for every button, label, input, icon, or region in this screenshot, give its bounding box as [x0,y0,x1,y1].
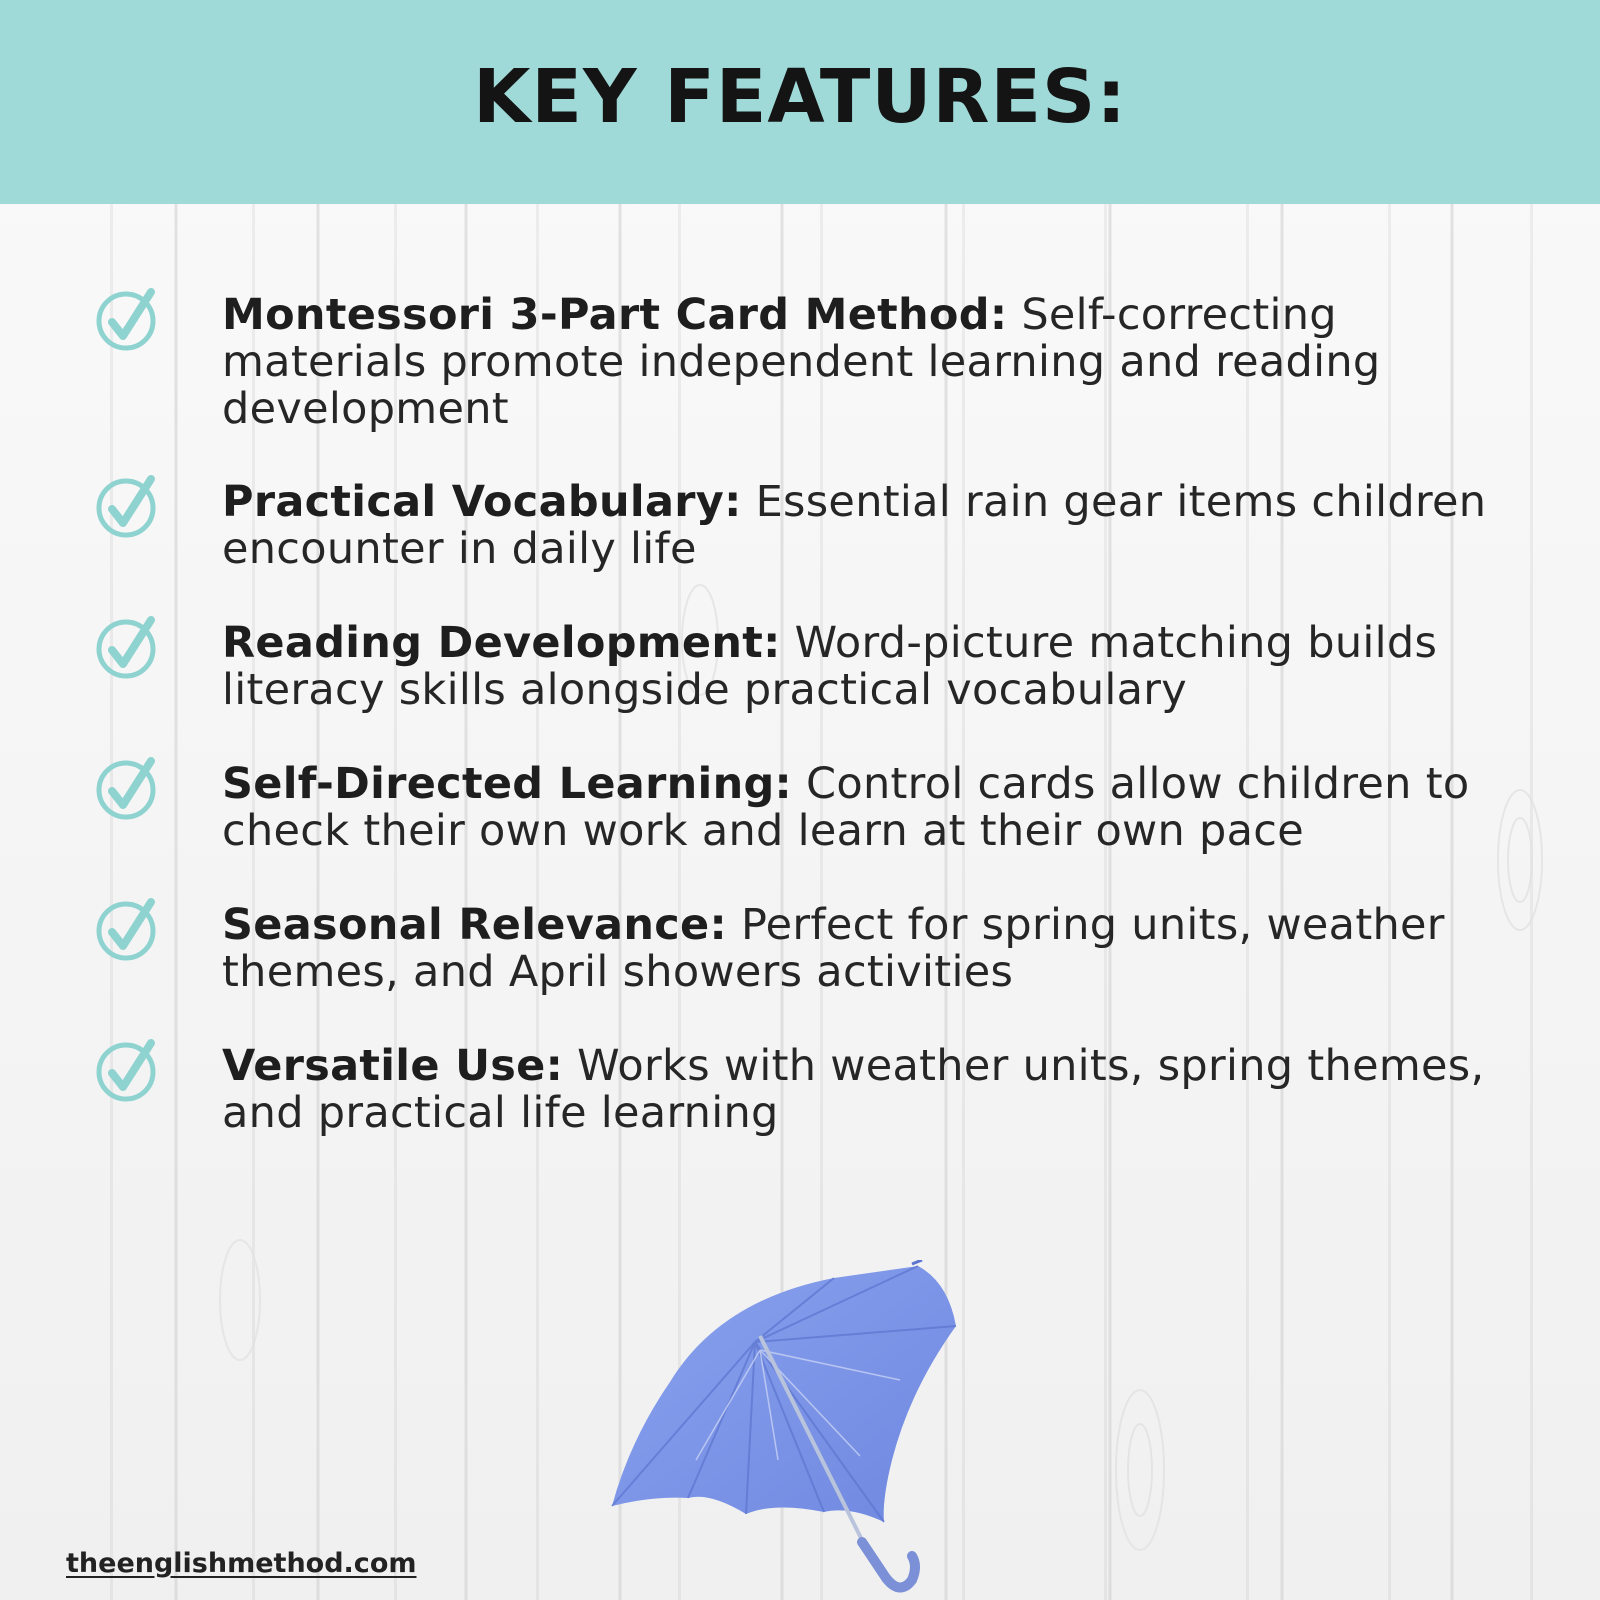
feature-item [95,902,1535,996]
feature-title: Practical Vocabulary: [222,477,742,527]
checkmark-circle-icon [95,473,161,539]
feature-text [222,620,1502,714]
feature-item [95,479,1535,573]
feature-text [222,761,1502,855]
feature-description: Word-picture matching builds literacy skills alongside practical vocabulary [222,618,1438,715]
feature-item [95,292,1535,433]
checkmark-circle-icon [95,1037,161,1103]
umbrella-icon [600,1260,1000,1600]
feature-text [222,292,1502,433]
feature-item [95,761,1535,855]
checkmark-circle-icon [95,286,161,352]
feature-title: Versatile Use: [222,1041,564,1091]
feature-title: Self-Directed Learning: [222,759,793,809]
feature-item [95,1043,1535,1137]
checkmark-circle-icon [95,896,161,962]
website-link[interactable]: theenglishmethod.com [66,1548,417,1579]
feature-description: Works with weather units, spring themes, and practical life learning [222,1041,1485,1138]
checkmark-circle-icon [95,614,161,680]
feature-description: Essential rain gear items children encounter in daily life [222,477,1487,574]
feature-title: Reading Development: [222,618,781,668]
feature-text [222,902,1502,996]
feature-text [222,1043,1502,1137]
checkmark-circle-icon [95,755,161,821]
feature-description: Perfect for spring units, weather themes, and April showers activities [222,900,1445,997]
feature-description: Control cards allow children to check their own work and learn at their own pace [222,759,1470,856]
feature-title: Montessori 3-Part Card Method: [222,290,1008,340]
feature-title: Seasonal Relevance: [222,900,728,950]
page-title: KEY FEATURES: [473,54,1127,140]
feature-item [95,620,1535,714]
feature-description: Self-correcting materials promote independent learning and reading development [222,290,1381,434]
feature-text [222,479,1502,573]
